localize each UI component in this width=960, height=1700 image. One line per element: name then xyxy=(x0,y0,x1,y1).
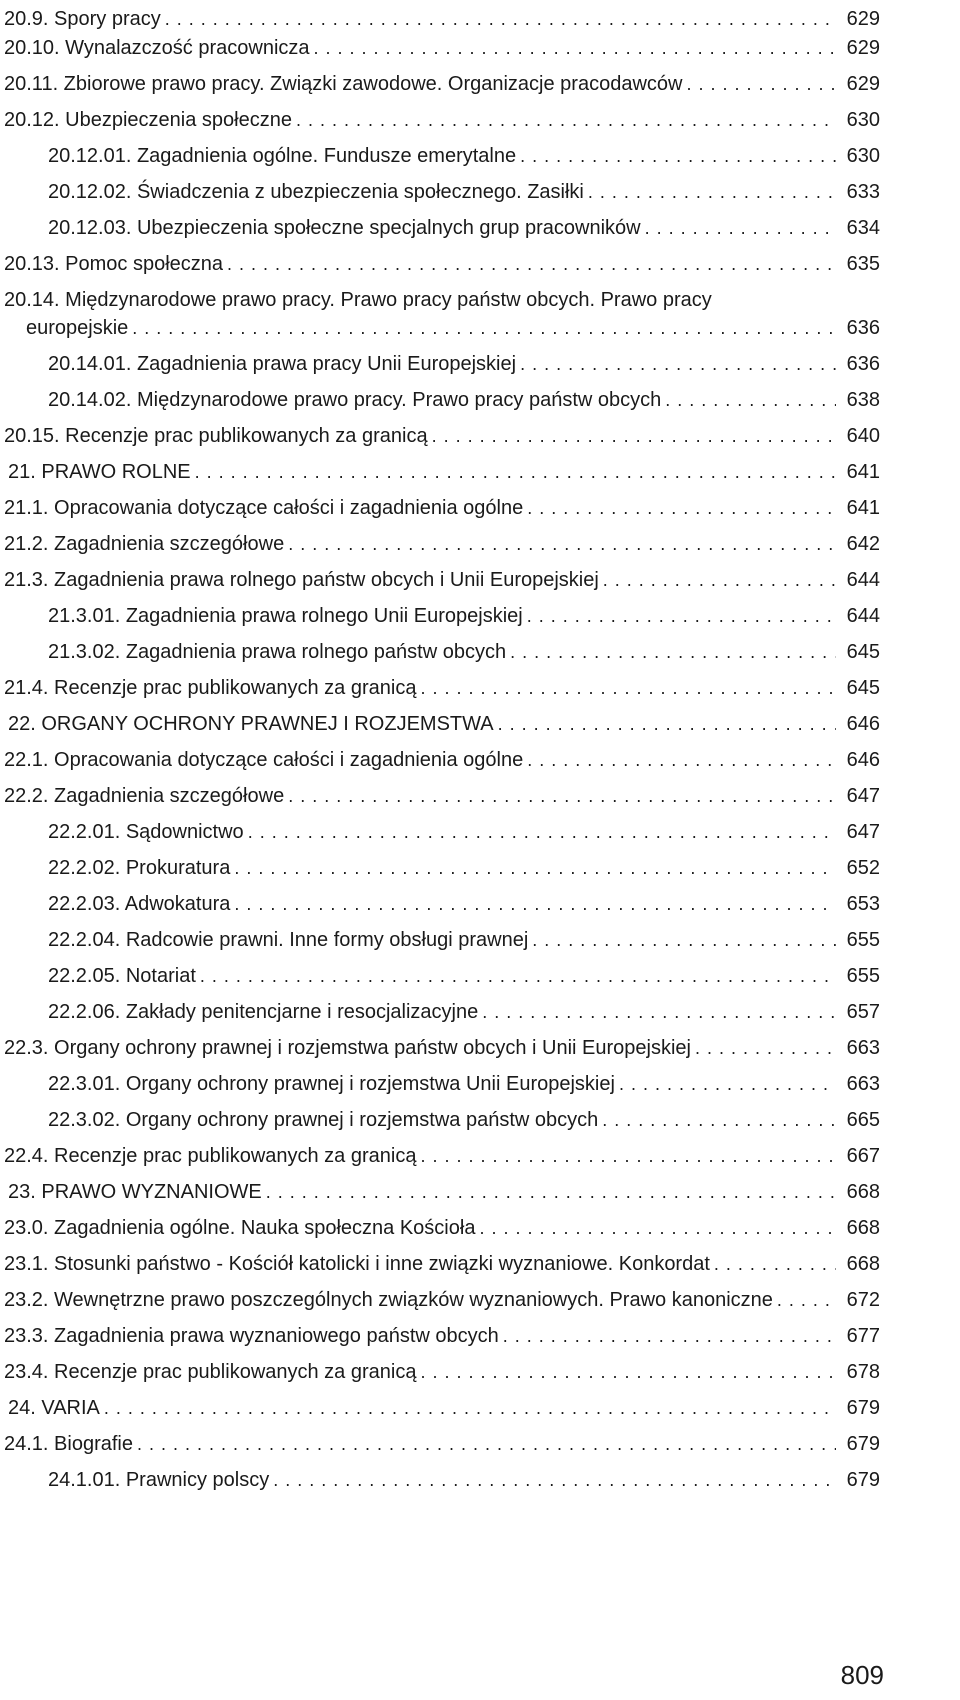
toc-entry[interactable] xyxy=(0,1318,960,1354)
leader-dots xyxy=(532,922,836,958)
leader-dots xyxy=(602,1102,836,1138)
toc-entry[interactable] xyxy=(0,1174,960,1210)
toc-entry-page: 647 xyxy=(846,821,880,843)
leader-dots xyxy=(248,814,836,850)
toc-entry-page: 638 xyxy=(846,389,880,411)
toc-entry[interactable] xyxy=(0,1462,960,1498)
toc-entry[interactable] xyxy=(0,994,960,1030)
toc-entry[interactable] xyxy=(0,30,960,66)
toc-entry-page: 644 xyxy=(846,569,880,591)
toc-entry-page: 679 xyxy=(846,1433,880,1455)
toc-entry[interactable] xyxy=(0,526,960,562)
toc-entry-page: 629 xyxy=(846,37,880,59)
leader-dots xyxy=(288,778,836,814)
toc-entry[interactable] xyxy=(0,706,960,742)
toc-entry-title: 23.1. Stosunki państwo - Kościół katolicki i inne związki wyznaniowe. Konkordat xyxy=(4,1253,710,1275)
toc-entry-page: 636 xyxy=(846,353,880,375)
toc-entry[interactable] xyxy=(0,66,960,102)
toc-entry-title: 22.1. Opracowania dotyczące całości i zagadnienia ogólne xyxy=(4,749,524,771)
leader-dots xyxy=(520,138,836,174)
toc-entry-page: 678 xyxy=(846,1361,880,1383)
toc-entry[interactable] xyxy=(0,1066,960,1102)
toc-entry-title: 22.3.02. Organy ochrony prawnej i rozjemstwa państw obcych xyxy=(48,1109,599,1131)
leader-dots xyxy=(234,850,836,886)
leader-dots xyxy=(588,174,836,210)
leader-dots xyxy=(520,346,836,382)
leader-dots xyxy=(619,1066,836,1102)
toc-entry[interactable] xyxy=(0,1282,960,1318)
leader-dots xyxy=(498,706,836,742)
toc-entry[interactable] xyxy=(0,246,960,282)
toc-entry-page: 640 xyxy=(846,425,880,447)
toc-entry[interactable] xyxy=(0,814,960,850)
toc-entry-page: 655 xyxy=(846,965,880,987)
toc-entry[interactable] xyxy=(0,1138,960,1174)
toc-entry-title: 20.14.02. Międzynarodowe prawo pracy. Prawo pracy państw obcych xyxy=(48,389,662,411)
toc-entry-title: 22.2.06. Zakłady penitencjarne i resocjalizacyjne xyxy=(48,1001,479,1023)
toc-entry[interactable] xyxy=(0,454,960,490)
toc-entry-title: 23.2. Wewnętrzne prawo poszczególnych związków wyznaniowych. Prawo kanoniczne xyxy=(4,1289,773,1311)
toc-entry-title: 22.2.04. Radcowie prawni. Inne formy obsługi prawnej xyxy=(48,929,529,951)
toc-entry-title: 20.13. Pomoc społeczna xyxy=(4,253,224,275)
leader-dots xyxy=(132,310,836,346)
toc-entry-title: 20.12.02. Świadczenia z ubezpieczenia społecznego. Zasiłki xyxy=(48,181,584,203)
leader-dots xyxy=(420,1354,836,1390)
toc-entry-page: 677 xyxy=(846,1325,880,1347)
toc-entry-title: 22.2.02. Prokuratura xyxy=(48,857,231,879)
leader-dots xyxy=(195,454,836,490)
toc-entry-title: 22.4. Recenzje prac publikowanych za granicą xyxy=(4,1145,417,1167)
leader-dots xyxy=(645,210,836,246)
toc-entry-title: 23.4. Recenzje prac publikowanych za granicą xyxy=(4,1361,417,1383)
toc-entry[interactable] xyxy=(0,922,960,958)
toc-entry[interactable] xyxy=(0,634,960,670)
toc-entry-title: 22.2.05. Notariat xyxy=(48,965,196,987)
leader-dots xyxy=(288,526,836,562)
toc-entry[interactable] xyxy=(0,1210,960,1246)
leader-dots xyxy=(479,1210,836,1246)
toc-entry-page: 653 xyxy=(846,893,880,915)
toc-entry-title: 22. ORGANY OCHRONY PRAWNEJ I ROZJEMSTWA xyxy=(8,713,494,735)
toc-entry[interactable] xyxy=(0,958,960,994)
toc-entry-page: 652 xyxy=(846,857,880,879)
toc-entry-page: 679 xyxy=(846,1469,880,1491)
toc-entry[interactable] xyxy=(0,174,960,210)
toc-entry-title: 22.2. Zagadnienia szczegółowe xyxy=(4,785,285,807)
toc-entry-page: 645 xyxy=(846,677,880,699)
toc-entry-title: 23. PRAWO WYZNANIOWE xyxy=(8,1181,262,1203)
toc-entry-page: 641 xyxy=(846,497,880,519)
toc-entry[interactable] xyxy=(0,778,960,814)
toc-entry-page: 646 xyxy=(846,749,880,771)
leader-dots xyxy=(296,102,836,138)
toc-entry[interactable] xyxy=(0,382,960,418)
toc-entry[interactable] xyxy=(0,418,960,454)
toc-entry-page: 655 xyxy=(846,929,880,951)
toc-entry[interactable] xyxy=(0,886,960,922)
toc-entry-title: 23.0. Zagadnienia ogólne. Nauka społeczna Kościoła xyxy=(4,1217,476,1239)
toc-entry-page: 630 xyxy=(846,145,880,167)
toc-entry-title: europejskie xyxy=(26,317,129,339)
page-number: 809 xyxy=(840,1660,884,1690)
toc-entry-title-line1: 20.14. Międzynarodowe prawo pracy. Prawo pracy państw obcych. Prawo pracy xyxy=(4,289,712,311)
toc-entry[interactable] xyxy=(0,742,960,778)
toc-entry[interactable] xyxy=(0,1102,960,1138)
leader-dots xyxy=(200,958,836,994)
leader-dots xyxy=(266,1174,836,1210)
toc-entry-page: 635 xyxy=(846,253,880,275)
leader-dots xyxy=(714,1246,836,1282)
toc-entry[interactable] xyxy=(0,598,960,634)
toc-entry-page: 672 xyxy=(846,1289,880,1311)
toc-entry-title: 22.3.01. Organy ochrony prawnej i rozjemstwa Unii Europejskiej xyxy=(48,1073,615,1095)
toc-entry-title: 24. VARIA xyxy=(8,1397,100,1419)
leader-dots xyxy=(227,246,836,282)
toc-entry-page: 668 xyxy=(846,1253,880,1275)
toc-entry[interactable] xyxy=(0,1390,960,1426)
toc-entry[interactable] xyxy=(0,310,960,346)
toc-entry-title: 21.1. Opracowania dotyczące całości i zagadnienia ogólne xyxy=(4,497,524,519)
leader-dots xyxy=(603,562,836,598)
toc-entry-title: 20.12.03. Ubezpieczenia społeczne specjalnych grup pracowników xyxy=(48,217,641,239)
leader-dots xyxy=(314,30,836,66)
toc-entry[interactable] xyxy=(0,1354,960,1390)
leader-dots xyxy=(420,670,836,706)
toc-entry-page: 633 xyxy=(846,181,880,203)
leader-dots xyxy=(527,742,836,778)
toc-entry-title: 23.3. Zagadnienia prawa wyznaniowego państw obcych xyxy=(4,1325,499,1347)
leader-dots xyxy=(503,1318,836,1354)
leader-dots xyxy=(777,1282,836,1318)
toc-entry-page: 665 xyxy=(846,1109,880,1131)
toc-entry-title: 20.12.01. Zagadnienia ogólne. Fundusze emerytalne xyxy=(48,145,517,167)
leader-dots xyxy=(686,66,836,102)
toc-entry-page: 663 xyxy=(846,1037,880,1059)
leader-dots xyxy=(104,1390,836,1426)
toc-entry-page: 679 xyxy=(846,1397,880,1419)
toc-entry[interactable] xyxy=(0,562,960,598)
toc-entry-title: 20.10. Wynalazczość pracownicza xyxy=(4,37,310,59)
toc-entry-title: 21. PRAWO ROLNE xyxy=(8,461,191,483)
toc-entry-title: 20.9. Spory pracy xyxy=(4,8,161,30)
toc-entry[interactable] xyxy=(0,850,960,886)
leader-dots xyxy=(527,490,836,526)
toc-entry[interactable] xyxy=(0,1030,960,1066)
toc-entry-title: 21.4. Recenzje prac publikowanych za granicą xyxy=(4,677,417,699)
toc-entry[interactable] xyxy=(0,1426,960,1462)
toc-entry-page: 636 xyxy=(846,317,880,339)
toc-entry-page: 644 xyxy=(846,605,880,627)
toc-entry-page: 663 xyxy=(846,1073,880,1095)
toc-entry-page: 647 xyxy=(846,785,880,807)
toc-entry-title: 24.1. Biografie xyxy=(4,1433,133,1455)
toc-entry[interactable] xyxy=(0,210,960,246)
toc-entry-page: 667 xyxy=(846,1145,880,1167)
leader-dots xyxy=(510,634,836,670)
toc-entry-title: 20.14.01. Zagadnienia prawa pracy Unii Europejskiej xyxy=(48,353,517,375)
toc-entry[interactable] xyxy=(0,670,960,706)
toc-entry-title: 20.11. Zbiorowe prawo pracy. Związki zawodowe. Organizacje pracodawców xyxy=(4,73,683,95)
leader-dots xyxy=(432,418,836,454)
toc-entry-title: 20.12. Ubezpieczenia społeczne xyxy=(4,109,292,131)
toc-entry-page: 634 xyxy=(846,217,880,239)
toc-entry-title: 21.3.01. Zagadnienia prawa rolnego Unii Europejskiej xyxy=(48,605,523,627)
toc-entry-title: 21.3.02. Zagadnienia prawa rolnego państw obcych xyxy=(48,641,507,663)
toc-entry-page: 642 xyxy=(846,533,880,555)
toc-entry-page: 646 xyxy=(846,713,880,735)
leader-dots xyxy=(665,382,836,418)
leader-dots xyxy=(527,598,836,634)
toc-entry-title: 22.3. Organy ochrony prawnej i rozjemstwa państw obcych i Unii Europejskiej xyxy=(4,1037,691,1059)
toc-entry-page: 668 xyxy=(846,1181,880,1203)
toc-entry-page: 629 xyxy=(846,8,880,30)
toc-entry[interactable] xyxy=(0,102,960,138)
toc-entry-title: 21.3. Zagadnienia prawa rolnego państw obcych i Unii Europejskiej xyxy=(4,569,599,591)
toc-entry-title: 20.15. Recenzje prac publikowanych za granicą xyxy=(4,425,428,447)
toc-entry-title: 21.2. Zagadnienia szczegółowe xyxy=(4,533,285,555)
leader-dots xyxy=(234,886,836,922)
toc-entry[interactable] xyxy=(0,138,960,174)
toc-entry-page: 645 xyxy=(846,641,880,663)
toc-entry-title: 22.2.03. Adwokatura xyxy=(48,893,231,915)
leader-dots xyxy=(695,1030,836,1066)
leader-dots xyxy=(420,1138,836,1174)
toc-entry-page: 641 xyxy=(846,461,880,483)
leader-dots xyxy=(273,1462,836,1498)
toc-entry[interactable] xyxy=(0,490,960,526)
toc-entry[interactable] xyxy=(0,1246,960,1282)
toc-entry-page: 630 xyxy=(846,109,880,131)
toc-entry-page: 668 xyxy=(846,1217,880,1239)
toc-entry-page: 629 xyxy=(846,73,880,95)
toc-entry[interactable] xyxy=(0,346,960,382)
toc-entry-title: 22.2.01. Sądownictwo xyxy=(48,821,244,843)
leader-dots xyxy=(137,1426,836,1462)
toc-entry-page: 657 xyxy=(846,1001,880,1023)
toc-entry-title: 24.1.01. Prawnicy polscy xyxy=(48,1469,270,1491)
leader-dots xyxy=(482,994,836,1030)
